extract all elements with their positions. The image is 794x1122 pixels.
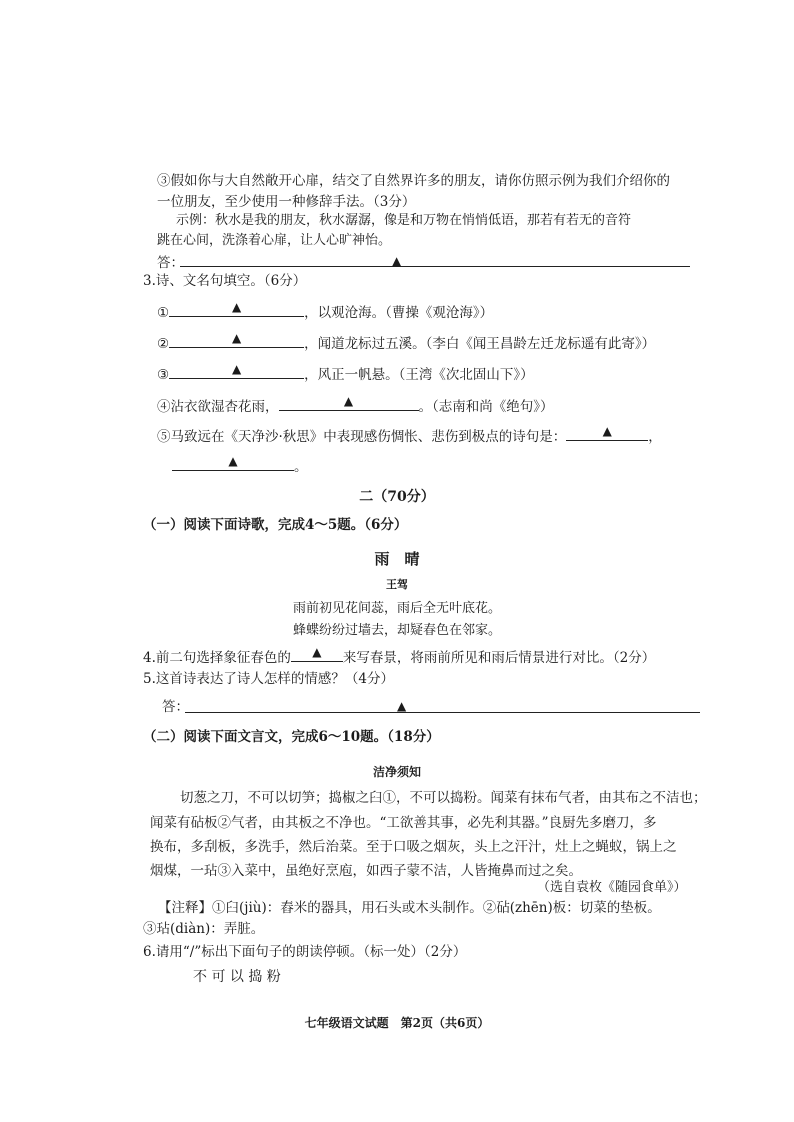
q2-3-answer-label: 答： — [157, 255, 184, 271]
classical-text-line-2: 闻菜有砧板②气者，由其板之不净也。“工欲善其事，必先利其器。”良厨先多磨刀，多 — [150, 815, 657, 831]
q3-item-num: ③ — [157, 367, 170, 383]
q3-item-5-blank-1[interactable] — [566, 424, 648, 441]
q3-item-4-text: ④沾衣欲湿杏花雨， — [157, 399, 279, 415]
blank-marker-icon: ▲ — [228, 454, 238, 468]
section-title: 二（70分） — [359, 489, 435, 505]
q3-item-1 — [157, 300, 493, 322]
q3-item-text: ，风正一帆悬。（王湾《次北固山下》） — [304, 367, 534, 383]
q4-text-after: 来写春景，将雨前所见和雨后情景进行对比。（2分） — [342, 650, 656, 666]
q3-item-5 — [157, 424, 662, 446]
q3-item-4-source: 。（志南和尚《绝句》） — [418, 399, 554, 415]
q3-title: 3.诗、文名句填空。（6分） — [143, 273, 307, 289]
q3-item-num: ② — [157, 336, 170, 352]
q2-3-prompt-line1: ③假如你与大自然敞开心扉，结交了自然界许多的朋友，请你仿照示例为我们介绍你的 — [157, 173, 670, 189]
q2-3-prompt-line2: 一位朋友，至少使用一种修辞手法。（3分） — [157, 194, 416, 210]
poem-title: 雨 晴 — [374, 550, 420, 568]
blank-marker-icon: ▲ — [392, 254, 402, 268]
q3-item-num: ① — [157, 305, 170, 321]
q4-text: 4.前二句选择象征春色的 — [143, 650, 291, 666]
q4-blank[interactable] — [291, 645, 343, 662]
q3-item-2-blank[interactable] — [169, 331, 304, 348]
classical-text-title: 洁净须知 — [372, 765, 421, 779]
q6: 6.请用“/”标出下面句子的朗读停顿。（标一处）（2分） — [143, 944, 467, 960]
classical-text-line-3: 换布，多刮板，多洗手，然后治菜。至于口吸之烟灰，头上之汗汁，灶上之蝇蚁，锅上之 — [150, 839, 677, 855]
classical-text-source: （选自袁枚《随园食单》） — [537, 880, 687, 895]
blank-marker-icon: ▲ — [397, 699, 407, 713]
q5: 5.这首诗表达了诗人怎样的情感？（4分） — [143, 671, 394, 687]
blank-marker-icon: ▲ — [312, 645, 322, 659]
annotation-line-2: ③玷(diàn)：弄脏。 — [143, 921, 265, 937]
classical-text-line-4: 烟煤，一玷③入菜中，虽绝好烹庖，如西子蒙不洁，人皆掩鼻而过之矣。 — [150, 863, 582, 879]
q2-3-answer-line[interactable] — [180, 266, 690, 267]
blank-marker-icon: ▲ — [231, 331, 242, 345]
q6-sentence: 不 可 以 捣 粉 — [193, 969, 281, 985]
q3-item-5-period: 。 — [294, 459, 308, 475]
blank-marker-icon: ▲ — [231, 362, 242, 376]
page-footer: 七年级语文试题 第2页（共6页） — [304, 1016, 490, 1030]
q3-item-1-blank[interactable] — [169, 300, 304, 317]
poem-line-2: 蜂蝶纷纷过墙去，却疑春色在邻家。 — [292, 623, 501, 638]
q3-item-5-line2 — [172, 454, 308, 476]
q2-3-example-line2: 跳在心间，洗涤着心扉，让人心旷神怡。 — [157, 233, 392, 248]
q3-item-2 — [157, 331, 655, 353]
q3-item-3-blank[interactable] — [169, 362, 304, 379]
q3-item-5-comma: ， — [648, 429, 662, 445]
blank-marker-icon: ▲ — [343, 394, 354, 408]
part1-heading: （一）阅读下面诗歌，完成4～5题。（6分） — [143, 517, 408, 533]
blank-marker-icon: ▲ — [231, 300, 242, 314]
q3-item-5-text: ⑤马致远在《天净沙·秋思》中表现感伤惆怅、悲伤到极点的诗句是： — [157, 429, 567, 445]
q4 — [143, 645, 655, 667]
q3-item-text: ，闻道龙标过五溪。（李白《闻王昌龄左迁龙标遥有此寄》） — [304, 336, 656, 352]
q2-3-example-line1: 示例：秋水是我的朋友，秋水潺潺，像是和万物在悄悄低语，那若有若无的音符 — [176, 213, 632, 228]
q5-answer-line[interactable] — [185, 712, 700, 713]
blank-marker-icon: ▲ — [602, 424, 612, 438]
q5-answer-label: 答： — [162, 699, 189, 715]
annotation-line-1: 【注释】①臼(jiù)：舂米的器具，用石头或木头制作。②砧(zhēn)板：切菜的垫板。 — [158, 900, 661, 916]
poem-author: 王驾 — [386, 578, 408, 591]
q3-item-4 — [157, 394, 554, 416]
q3-item-5-blank-2[interactable] — [172, 454, 294, 471]
poem-line-1: 雨前初见花间蕊，雨后全无叶底花。 — [292, 601, 501, 616]
q3-item-4-blank[interactable] — [279, 394, 419, 411]
classical-text-line-1: 切葱之刀，不可以切笋；捣椒之臼①，不可以捣粉。闻菜有抹布气者，由其布之不洁也； — [180, 790, 707, 806]
q3-item-text: ，以观沧海。（曹操《观沧海》） — [304, 305, 494, 321]
part2-heading: （二）阅读下面文言文，完成6～10题。（18分） — [143, 729, 440, 745]
q3-item-3 — [157, 362, 534, 384]
